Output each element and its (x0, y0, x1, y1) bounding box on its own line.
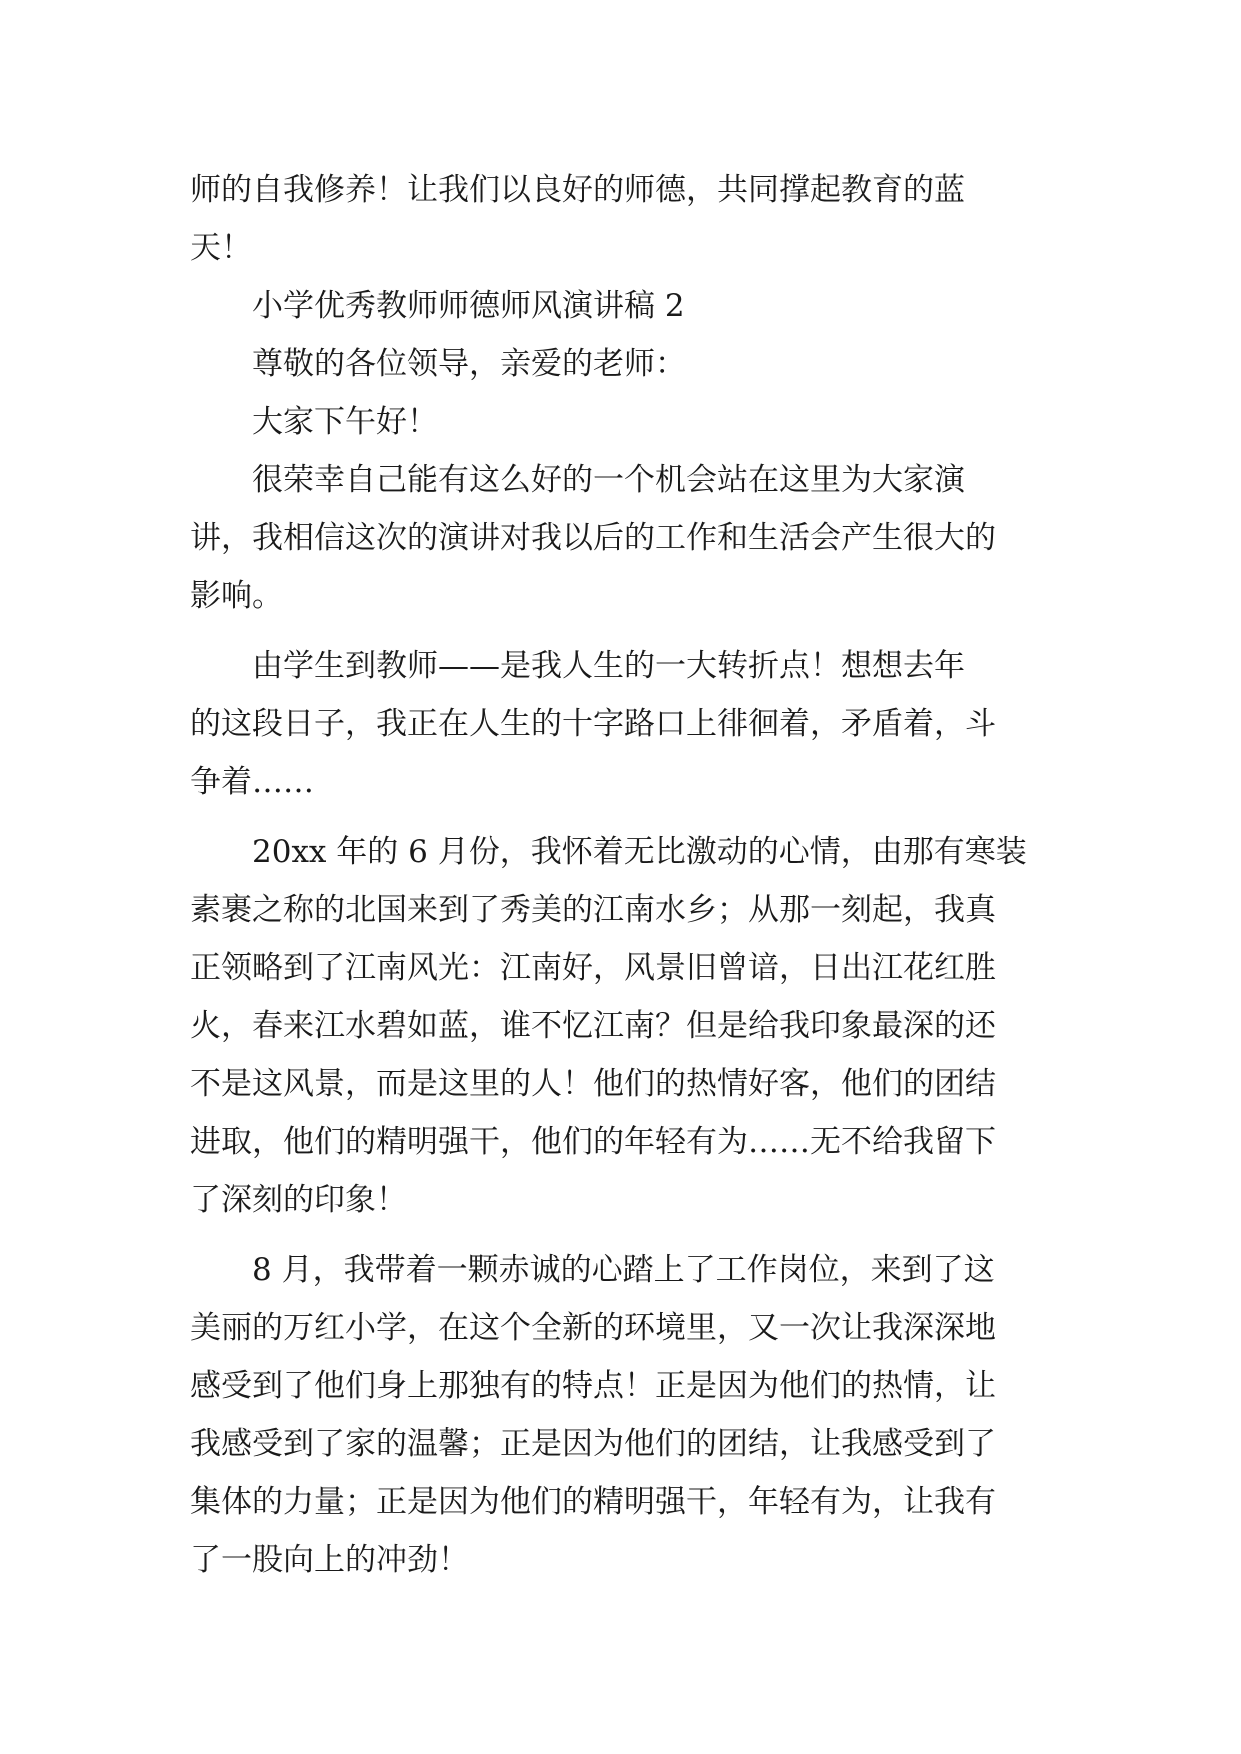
text-line: 素裹之称的北国来到了秀美的江南水乡；从那一刻起，我真 (190, 892, 996, 928)
text-line: 正领略到了江南风光：江南好，风景旧曾谙，日出江花红胜 (190, 950, 996, 986)
paragraph-gap (190, 1229, 1056, 1241)
paragraph-gap (190, 625, 1056, 637)
paragraph-gap (190, 811, 1056, 823)
text-line: 影响。 (190, 578, 283, 614)
text-line: 不是这风景，而是这里的人！他们的热情好客，他们的团结 (190, 1066, 996, 1102)
text-line: 讲，我相信这次的演讲对我以后的工作和生活会产生很大的 (190, 520, 996, 556)
text-line: 8 月，我带着一颗赤诚的心踏上了工作岗位，来到了这 (252, 1252, 995, 1288)
text-line: 美丽的万红小学，在这个全新的环境里，又一次让我深深地 (190, 1310, 996, 1346)
document-body (190, 161, 1056, 1589)
section-heading: 小学优秀教师师德师风演讲稿 2 (252, 288, 685, 324)
text-line: 争着…… (190, 764, 314, 800)
text-line: 师的自我修养！让我们以良好的师德，共同撑起教育的蓝 (190, 172, 965, 208)
text-line: 了一股向上的冲劲！ (190, 1542, 469, 1578)
text-line: 火，春来江水碧如蓝，谁不忆江南？但是给我印象最深的还 (190, 1008, 996, 1044)
text-line: 的这段日子，我正在人生的十字路口上徘徊着，矛盾着，斗 (190, 706, 996, 742)
text-line: 进取，他们的精明强干，他们的年轻有为……无不给我留下 (190, 1124, 996, 1160)
text-line: 了深刻的印象！ (190, 1182, 407, 1218)
salutation: 尊敬的各位领导，亲爱的老师： (252, 346, 686, 382)
text-line: 我感受到了家的温馨；正是因为他们的团结，让我感受到了 (190, 1426, 996, 1462)
text-line: 天！ (190, 230, 252, 266)
text-line: 20xx 年的 6 月份，我怀着无比激动的心情，由那有寒装 (252, 834, 1027, 870)
text-line: 很荣幸自己能有这么好的一个机会站在这里为大家演 (252, 462, 965, 498)
greeting: 大家下午好！ (252, 404, 438, 440)
text-line: 感受到了他们身上那独有的特点！正是因为他们的热情，让 (190, 1368, 996, 1404)
text-line: 集体的力量；正是因为他们的精明强干，年轻有为，让我有 (190, 1484, 996, 1520)
text-line: 由学生到教师——是我人生的一大转折点！想想去年 (252, 648, 965, 684)
